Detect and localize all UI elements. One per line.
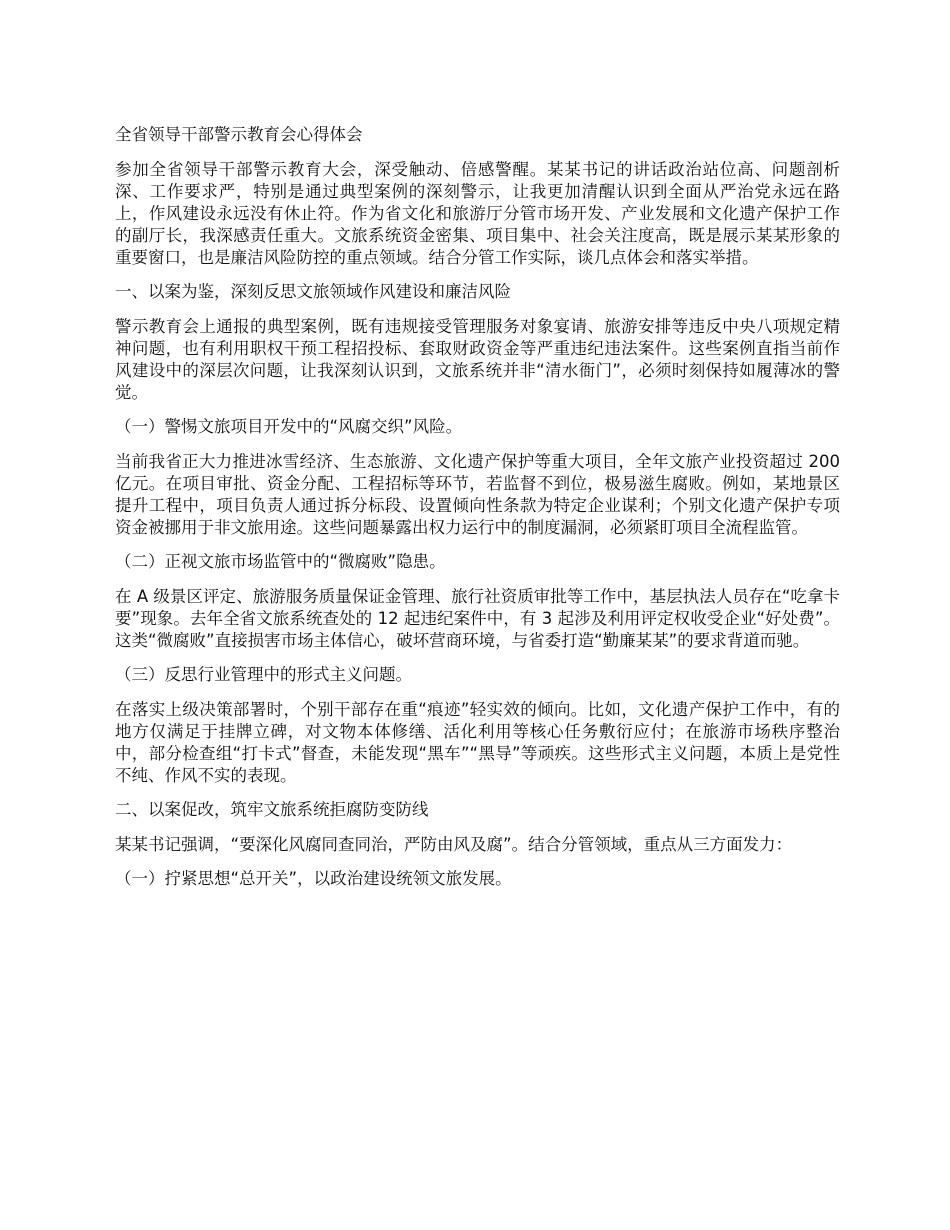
subheading-1-1: （一）警惕文旅项目开发中的“风腐交织”风险。: [115, 417, 463, 436]
paragraph-section-2: 某某书记强调，“要深化风腐同查同治，严防由风及腐”。结合分管领域，重点从三方面发力：: [115, 835, 793, 854]
paragraph-section-1: 警示教育会上通报的典型案例，既有违规接受管理服务对象宴请、旅游安排等违反中央八项规定精神问题，也有利用职权干预工程招投标、套取财政资金等严重违纪违法案件。这些案例直指当前作风建设中的深层次问题，让我深刻认识到，文旅系统并非“清水衙门”，必须时刻保持如履薄冰的警觉。: [115, 317, 840, 402]
subheading-1-3: （三）反思行业管理中的形式主义问题。: [115, 665, 412, 684]
section-heading-1: 一、以案为鉴，深刻反思文旅领域作风建设和廉洁风险: [115, 282, 511, 301]
subheading-2-1: （一）拧紧思想“总开关”，以政治建设统领文旅发展。: [115, 869, 512, 888]
paragraph-1-1: 当前我省正大力推进冰雪经济、生态旅游、文化遗产保护等重大项目，全年文旅产业投资超过 200 亿元。在项目审批、资金分配、工程招标等环节，若监督不到位，极易滋生腐败。例如，某地景区提升工程中，项目负责人通过拆分标段、设置倾向性条款为特定企业谋利；个别文化遗产保护专项资金被挪用于非文旅用途。这些问题暴露出权力运行中的制度漏洞，必须紧盯项目全流程监管。: [115, 452, 840, 537]
document-page: [115, 124, 840, 903]
document-title: 全省领导干部警示教育会心得体会: [115, 125, 363, 144]
paragraph-1-2: 在 A 级景区评定、旅游服务质量保证金管理、旅行社资质审批等工作中，基层执法人员存在“吃拿卡要”现象。去年全省文旅系统查处的 12 起违纪案件中，有 3 起涉及利用评定权收受企业“好处费”。这类“微腐败”直接损害市场主体信心，破坏营商环境，与省委打造“勤廉某某”的要求背道而驰。: [115, 587, 840, 650]
paragraph-intro: 参加全省领导干部警示教育大会，深受触动、倍感警醒。某某书记的讲话政治站位高、问题剖析深、工作要求严，特别是通过典型案例的深刻警示，让我更加清醒认识到全面从严治党永远在路上，作风建设永远没有休止符。作为省文化和旅游厅分管市场开发、产业发展和文化遗产保护工作的副厅长，我深感责任重大。文旅系统资金密集、项目集中、社会关注度高，既是展示某某形象的重要窗口，也是廉洁风险防控的重点领域。结合分管工作实际，谈几点体会和落实举措。: [115, 160, 840, 267]
subheading-1-2: （二）正视文旅市场监管中的“微腐败”隐患。: [115, 552, 446, 571]
paragraph-1-3: 在落实上级决策部署时，个别干部存在重“痕迹”轻实效的倾向。比如，文化遗产保护工作中，有的地方仅满足于挂牌立碑，对文物本体修缮、活化利用等核心任务敷衍应付；在旅游市场秩序整治中，部分检查组“打卡式”督查，未能发现“黑车”“黑导”等顽疾。这些形式主义问题，本质上是党性不纯、作风不实的表现。: [115, 700, 840, 785]
section-heading-2: 二、以案促改，筑牢文旅系统拒腐防变防线: [115, 800, 429, 819]
